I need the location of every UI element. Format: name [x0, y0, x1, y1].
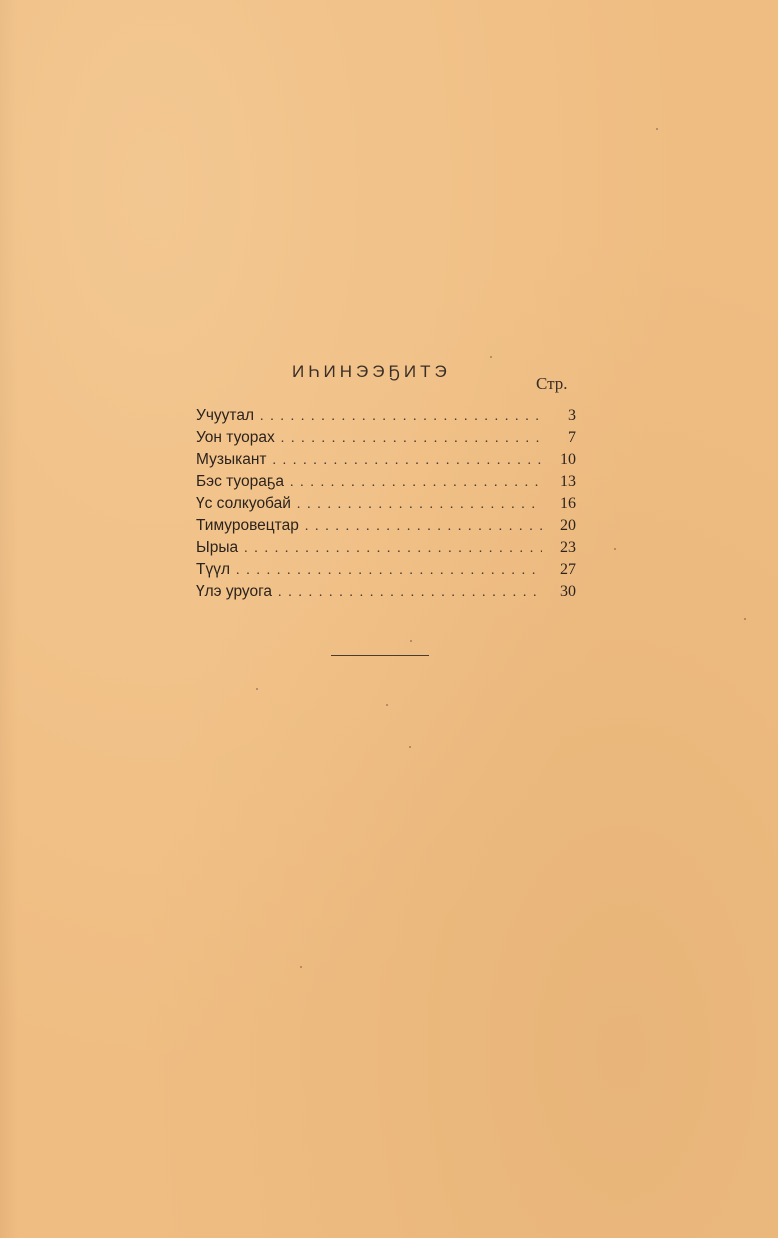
paper-speck — [409, 746, 411, 748]
toc-entry-page: 13 — [560, 473, 576, 490]
toc-entry-page: 3 — [568, 407, 576, 424]
paper-speck — [490, 356, 492, 358]
dot-leader — [272, 450, 542, 472]
toc-entry-title: Үс солкуобай — [196, 495, 291, 512]
paper-speck — [256, 688, 258, 690]
paper-speck — [614, 548, 616, 550]
dot-leader — [278, 582, 542, 604]
paper-speck — [744, 618, 746, 620]
toc-entry — [196, 405, 576, 427]
dot-leader — [244, 538, 542, 560]
toc-entry-page: 16 — [560, 495, 576, 512]
toc-entry-page: 23 — [560, 539, 576, 556]
dot-leader — [281, 428, 542, 450]
toc-entry-title: Уон туорах — [196, 429, 275, 446]
paper-speck — [300, 966, 302, 968]
toc-entry — [196, 559, 576, 581]
toc-entry — [196, 515, 576, 537]
toc-entry-title: Түүл — [196, 561, 231, 578]
toc-entry-title: Бэс туораҕа — [196, 473, 284, 490]
toc-entry — [196, 427, 576, 449]
toc-entry-title: Үлэ уруога — [196, 583, 273, 600]
toc-entry-page: 7 — [568, 429, 576, 446]
toc-entry — [196, 471, 576, 493]
paper-speck — [410, 640, 412, 642]
toc-entry-title: Ырыа — [196, 539, 239, 556]
paper-speck — [386, 704, 388, 706]
toc-entry-page: 30 — [560, 583, 576, 600]
toc-entry-title: Учуутал — [196, 407, 255, 424]
toc-entry-title: Музыкант — [196, 451, 267, 468]
toc-heading: ИҺИНЭЭҔИТЭ — [292, 362, 451, 381]
toc-entry — [196, 537, 576, 559]
toc-entry — [196, 449, 576, 471]
page-column-header: Стр. — [536, 374, 568, 393]
section-divider-rule — [331, 655, 429, 656]
toc-entry-title: Тимуровецтар — [196, 517, 299, 534]
dot-leader — [305, 516, 542, 538]
dot-leader — [290, 472, 542, 494]
toc-entry-list — [196, 405, 576, 603]
toc-entry — [196, 581, 576, 603]
toc-entry-page: 10 — [560, 451, 576, 468]
toc-entry-page: 27 — [560, 561, 576, 578]
dot-leader — [260, 406, 542, 428]
dot-leader — [297, 494, 542, 516]
toc-entry — [196, 493, 576, 515]
toc-entry-page: 20 — [560, 517, 576, 534]
paper-speck — [656, 128, 658, 130]
dot-leader — [236, 560, 542, 582]
